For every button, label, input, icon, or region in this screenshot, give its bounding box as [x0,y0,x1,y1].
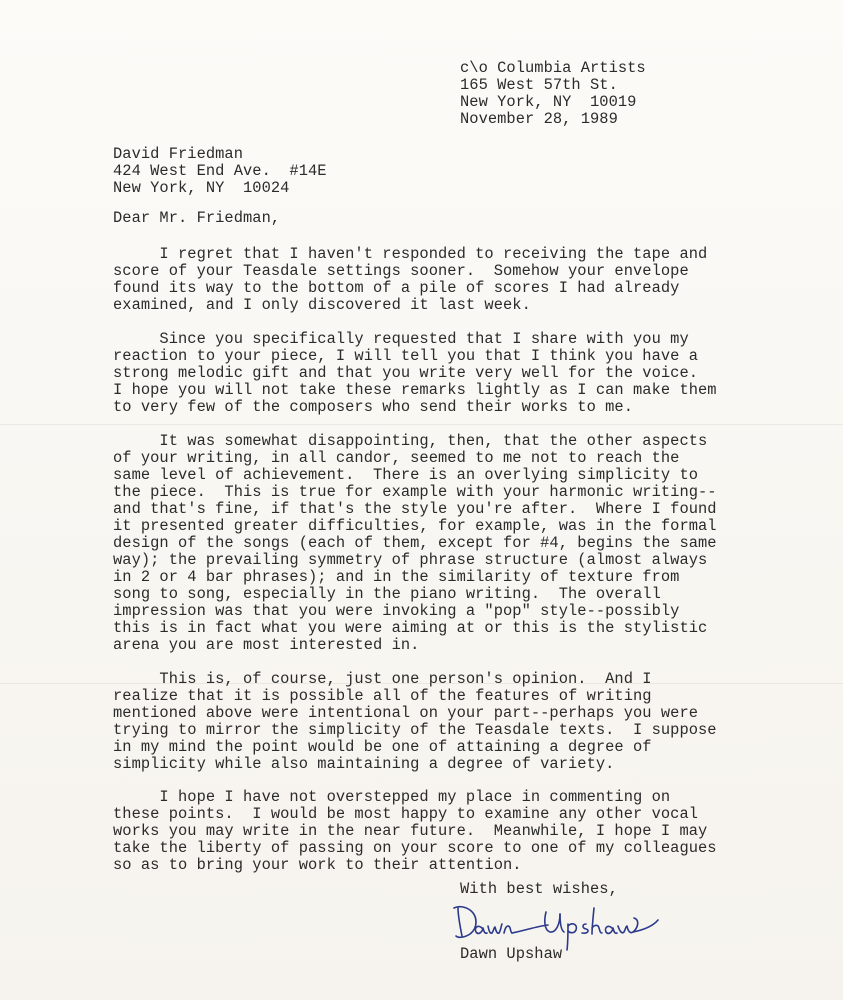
recipient-address [113,146,327,197]
recipient-address-line: New York, NY 10024 [113,179,290,197]
paragraph-line: impression was that you were invoking a "pop" style--possibly [113,602,680,620]
sender-address [460,60,646,128]
paragraph-line: strong melodic gift and that you write very well for the voice. [113,364,699,382]
paragraph-line: It was somewhat disappointing, then, that the other aspects [113,432,708,450]
body-paragraph [113,433,717,654]
paragraph-line: score of your Teasdale settings sooner. Somehow your envelope [113,262,689,280]
sender-address-line: 165 West 57th St. [460,76,618,94]
recipient-address-line: 424 West End Ave. #14E [113,162,327,180]
body-paragraph [113,789,717,874]
paragraph-line: I regret that I haven't responded to receiving the tape and [113,245,708,263]
body-paragraph [113,246,707,314]
paragraph-line: I hope I have not overstepped my place in commenting on [113,788,671,806]
paragraph-line: in 2 or 4 bar phrases); and in the similarity of texture from [113,568,680,586]
paragraph-line: to very few of the composers who send their works to me. [113,398,634,416]
paragraph-line: so as to bring your work to their attention. [113,856,522,874]
body-paragraph [113,331,717,416]
sender-address-line: c\o Columbia Artists [460,59,646,77]
sender-address-line: New York, NY 10019 [460,93,637,111]
paragraph-line: of your writing, in all candor, seemed to me not to reach the [113,449,680,467]
recipient-name: David Friedman [113,145,244,163]
paragraph-line: trying to mirror the simplicity of the Teasdale texts. I suppose [113,721,717,739]
paragraph-line: it presented greater difficulties, for example, was in the formal [113,517,717,535]
salutation-text: Dear Mr. Friedman, [113,209,281,227]
signer-name [460,946,562,963]
paragraph-line: design of the songs (each of them, except for #4, begins the same [113,534,717,552]
paragraph-line: found its way to the bottom of a pile of scores I had already [113,279,680,297]
paragraph-line: and that's fine, if that's the style you're after. Where I found [113,500,717,518]
salutation [113,210,280,227]
paragraph-line: Since you specifically requested that I share with you my [113,330,689,348]
body-paragraph [113,671,717,773]
paragraph-line: the piece. This is true for example with your harmonic writing-- [113,483,717,501]
paragraph-line: works you may write in the near future. Meanwhile, I hope I may [113,822,708,840]
paragraph-line: reaction to your piece, I will tell you that I think you have a [113,347,699,365]
paragraph-line: this is in fact what you were aiming at or this is the stylistic [113,619,708,637]
paragraph-line: arena you are most interested in. [113,636,420,654]
paragraph-line: in my mind the point would be one of attaining a degree of [113,738,652,756]
signer-name-text: Dawn Upshaw [460,945,563,963]
letter-date: November 28, 1989 [460,110,618,128]
paragraph-line: way); the prevailing symmetry of phrase structure (almost always [113,551,708,569]
paragraph-line: examined, and I only discovered it last week. [113,296,531,314]
paragraph-line: song to song, especially in the piano writing. The overall [113,585,661,603]
paragraph-line: realize that it is possible all of the features of writing [113,687,652,705]
closing [460,881,618,898]
paragraph-line: simplicity while also maintaining a degree of variety. [113,755,615,773]
paragraph-line: I hope you will not take these remarks lightly as I can make them [113,381,717,399]
paragraph-line: take the liberty of passing on your score to one of my colleagues [113,839,717,857]
paragraph-line: same level of achievement. There is an overlying simplicity to [113,466,699,484]
paragraph-line: these points. I would be most happy to examine any other vocal [113,805,699,823]
paragraph-line: mentioned above were intentional on your part--perhaps you were [113,704,699,722]
paragraph-line: This is, of course, just one person's opinion. And I [113,670,652,688]
closing-text: With best wishes, [460,880,618,898]
paper-fold-line [0,424,843,425]
